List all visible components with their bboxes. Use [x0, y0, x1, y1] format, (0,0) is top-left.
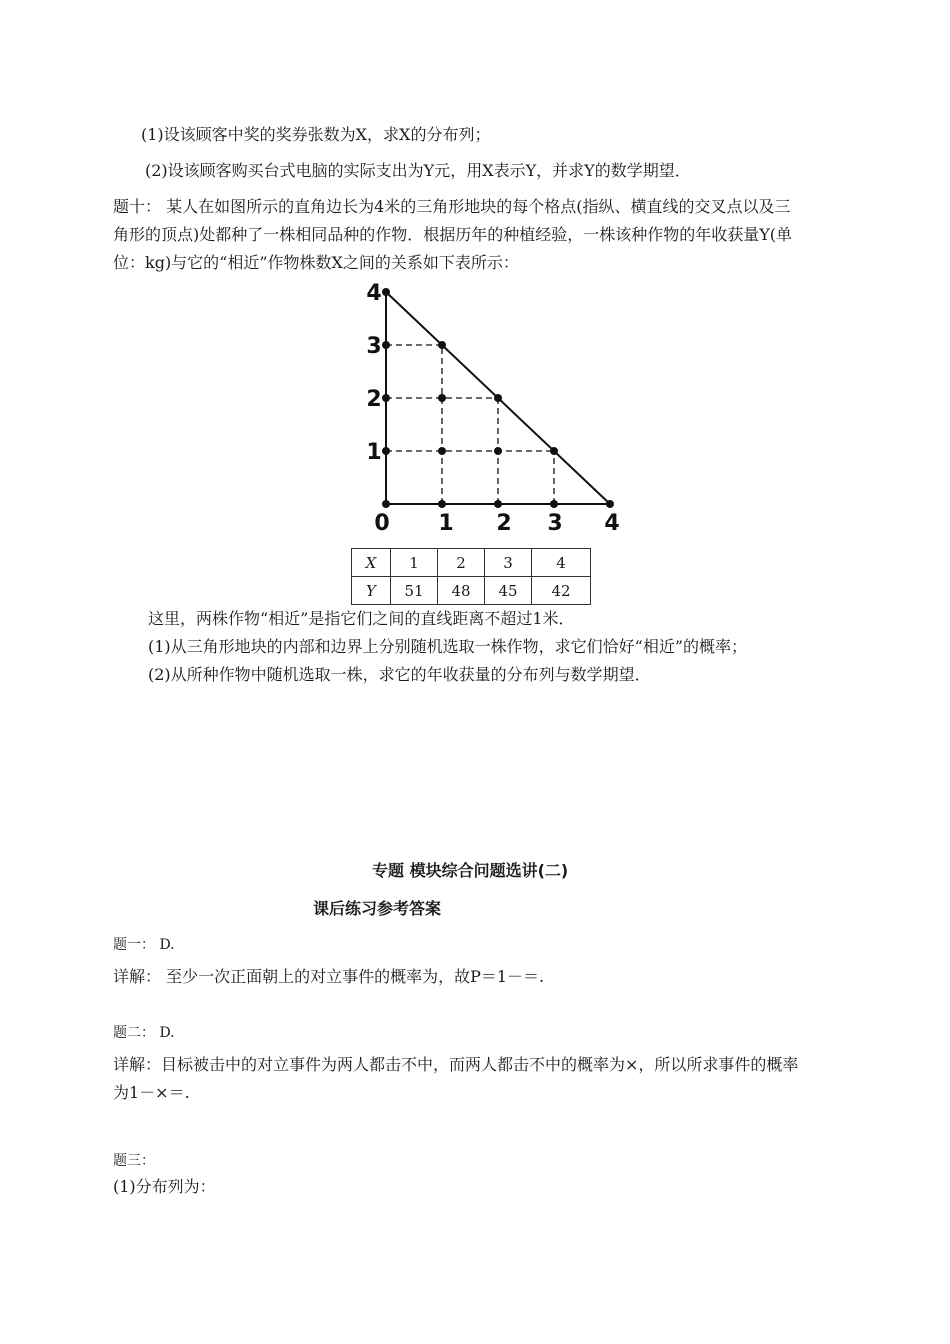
- grid-point: [494, 447, 502, 455]
- near-definition-note: 这里，两株作物“相近”是指它们之间的直线距离不超过1米．: [148, 609, 575, 628]
- table-y-cell: 48: [438, 577, 485, 605]
- question-1: (1)设该顾客中奖的奖券张数为X，求X的分布列；: [141, 125, 491, 144]
- table-y-cell: 45: [485, 577, 532, 605]
- y-tick-1: 1: [366, 440, 382, 465]
- answer-3-detail: (1)分布列为：: [113, 1177, 216, 1196]
- grid-point: [550, 447, 558, 455]
- table-x-cell: 2: [438, 549, 485, 577]
- problem-10-line-3: 位：kg)与它的“相近”作物株数X之间的关系如下表所示：: [113, 253, 519, 272]
- table-x-cell: 4: [532, 549, 591, 577]
- table-row: [352, 549, 591, 577]
- table-x-cell: 1: [391, 549, 438, 577]
- answers-title: 专题 模块综合问题选讲(二): [372, 861, 569, 880]
- y-tick-4: 4: [366, 281, 382, 306]
- y-tick-3: 3: [366, 334, 382, 359]
- answer-1-detail: 详解： 至少一次正面朝上的对立事件的概率为，故P＝1－＝.: [113, 967, 545, 986]
- problem-10-line-1: 题十： 某人在如图所示的直角边长为4米的三角形地块的每个格点(指纵、横直线的交叉点以及三: [113, 197, 791, 216]
- table-y-label: Y: [352, 577, 391, 605]
- table-y-cell: 42: [532, 577, 591, 605]
- x-tick-2: 2: [496, 511, 512, 536]
- question-2: (2)设该顾客购买台式电脑的实际支出为Y元，用X表示Y，并求Y的数学期望．: [145, 161, 691, 180]
- grid-point: [438, 341, 446, 349]
- x-tick-4: 4: [604, 511, 620, 536]
- xy-relation-table: [351, 548, 591, 605]
- grid-point: [550, 500, 558, 508]
- grid-point: [606, 500, 614, 508]
- answer-2-detail-2: 为1－×＝.: [113, 1083, 190, 1102]
- answer-2-label: 题二： D.: [113, 1025, 175, 1041]
- grid-point: [382, 341, 390, 349]
- origin-label: 0: [374, 511, 390, 536]
- grid-point: [382, 288, 390, 296]
- grid-point: [494, 500, 502, 508]
- table-y-cell: 51: [391, 577, 438, 605]
- grid-point: [438, 500, 446, 508]
- grid-point: [382, 500, 390, 508]
- y-tick-2: 2: [366, 387, 382, 412]
- answer-3-label: 题三：: [113, 1153, 155, 1169]
- sub-question-2: (2)从所种作物中随机选取一株，求它的年收获量的分布列与数学期望．: [148, 665, 651, 684]
- answer-2-detail-1: 详解：目标被击中的对立事件为两人都击不中，而两人都击不中的概率为×，所以所求事件的概率: [113, 1055, 799, 1074]
- table-row: [352, 577, 591, 605]
- grid-point: [382, 447, 390, 455]
- answer-1-label: 题一： D.: [113, 937, 175, 953]
- answers-subtitle: 课后练习参考答案: [313, 899, 442, 918]
- grid-point: [438, 447, 446, 455]
- sub-question-1: (1)从三角形地块的内部和边界上分别随机选取一株作物，求它们恰好“相近”的概率；: [148, 637, 748, 656]
- triangle-grid-figure: [358, 280, 628, 540]
- x-tick-3: 3: [547, 511, 563, 536]
- problem-10-line-2: 角形的顶点)处都种了一株相同品种的作物．根据历年的种植经验，一株该种作物的年收获量Y(单: [113, 225, 793, 244]
- grid-point: [438, 394, 446, 402]
- grid-point: [494, 394, 502, 402]
- table-x-cell: 3: [485, 549, 532, 577]
- table-x-label: X: [352, 549, 391, 577]
- x-tick-1: 1: [438, 511, 454, 536]
- grid-point: [382, 394, 390, 402]
